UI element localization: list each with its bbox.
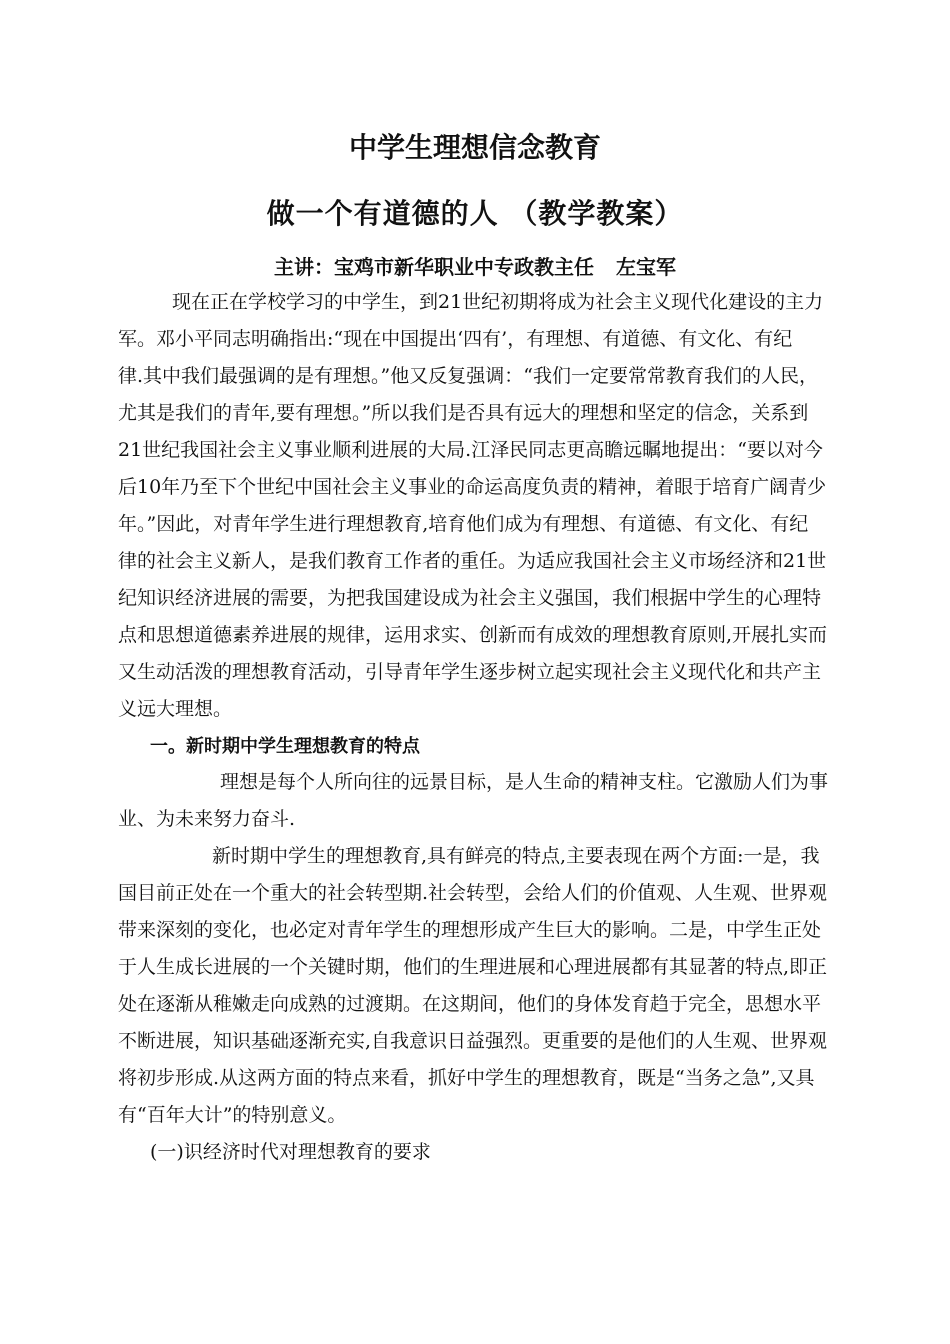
paragraph-line: 年。”因此，对青年学生进行理想教育,培育他们成为有理想、有道德、有文化、有纪 [118,513,809,535]
paragraph-line: 处在逐渐从稚嫩走向成熟的过渡期。在这期间，他们的身体发育趋于完全，思想水平 [118,993,822,1015]
paragraph-line: 于人生成长进展的一个关键时期，他们的生理进展和心理进展都有其显著的特点,即正 [118,956,828,978]
paragraph-line: 又生动活泼的理想教育活动，引导青年学生逐步树立起实现社会主义现代化和共产主 [118,661,822,683]
paragraph-line: 将初步形成.从这两方面的特点来看，抓好中学生的理想教育，既是“当务之急”,又具 [118,1067,815,1089]
paragraph-line: 军。邓小平同志明确指出:“现在中国提出‘四有’，有理想、有道德、有文化、有纪 [118,328,793,350]
paragraph-line: 律的社会主义新人，是我们教育工作者的重任。为适应我国社会主义市场经济和21世 [118,550,827,572]
paragraph-line: 业、为未来努力奋斗. [118,808,296,830]
paragraph-line: 后10年乃至下个世纪中国社会主义事业的命运高度负责的精神，着眼于培育广阔青少 [118,476,827,498]
paragraph-line: 新时期中学生的理想教育,具有鲜亮的特点,主要表现在两个方面:一是，我 [212,845,820,867]
document-subtitle: 做一个有道德的人 （教学教案） [266,197,684,230]
paragraph-line: 现在正在学校学习的中学生，到21世纪初期将成为社会主义现代化建设的主力 [172,291,824,313]
paragraph-line: 义远大理想。 [118,698,233,720]
speaker-line [0,251,950,283]
speaker-name: 左宝军 [616,255,676,279]
document-title: 中学生理想信念教育 [348,131,601,164]
paragraph-line: 理想是每个人所向往的远景目标，是人生命的精神支柱。它激励人们为事 [220,771,829,793]
paragraph-line: 纪知识经济进展的需要，为把我国建设成为社会主义强国，我们根据中学生的心理特 [118,587,822,609]
paragraph-line: 律.其中我们最强调的是有理想。”他又反复强调：“我们一定要常常教育我们的人民， [118,365,818,387]
paragraph-line: 国目前正处在一个重大的社会转型期.社会转型，会给人们的价值观、人生观、世界观 [118,882,828,904]
section-heading: 一。新时期中学生理想教育的特点 [150,736,420,757]
paragraph-line: 带来深刻的变化，也必定对青年学生的理想形成产生巨大的影响。二是，中学生正处 [118,919,822,941]
speaker-prefix: 主讲：宝鸡市新华职业中专政教主任 [274,255,594,279]
paragraph-line: 点和思想道德素养进展的规律，运用求实、创新而有成效的理想教育原则,开展扎实而 [118,624,828,646]
paragraph-line: 不断进展，知识基础逐渐充实,自我意识日益强烈。更重要的是他们的人生观、世界观 [118,1030,828,1052]
paragraph-line: 尤其是我们的青年,要有理想。”所以我们是否具有远大的理想和坚定的信念，关系到 [118,402,809,424]
subsection-heading: (一)识经济时代对理想教育的要求 [150,1141,431,1163]
paragraph-line: 有“百年大计”的特别意义。 [118,1104,347,1126]
paragraph-line: 21世纪我国社会主义事业顺利进展的大局.江泽民同志更高瞻远瞩地提出：“要以对今 [118,439,823,461]
